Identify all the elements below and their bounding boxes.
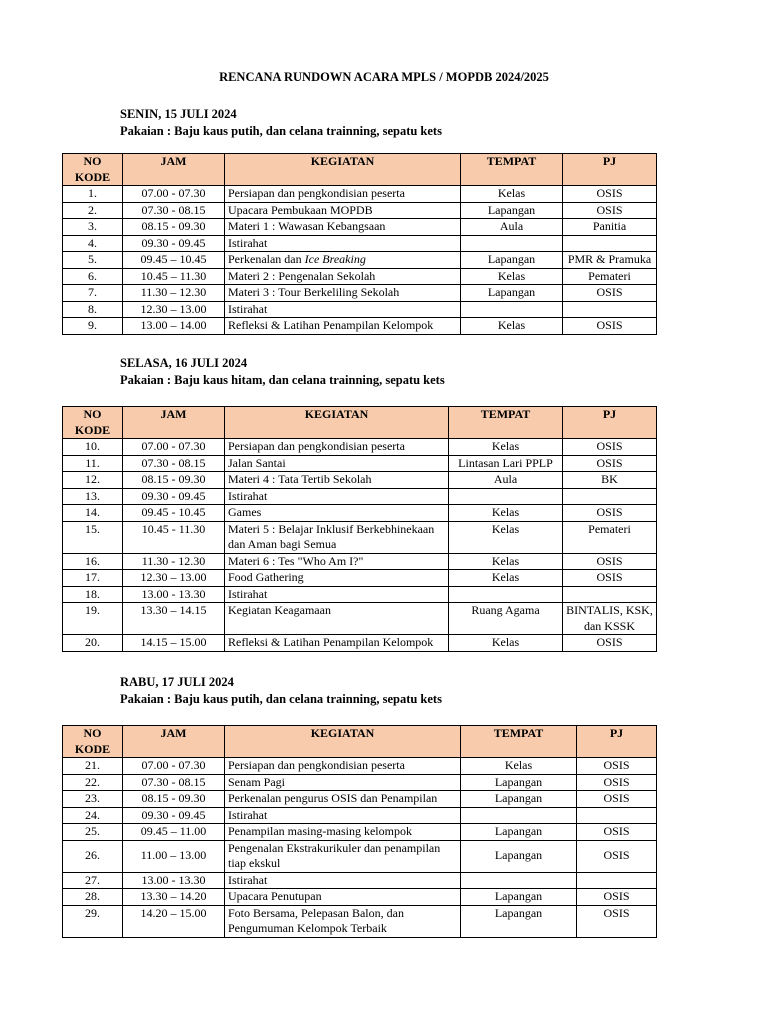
header-kegiatan: KEGIATAN [225, 726, 461, 758]
row-tempat: Kelas [449, 521, 563, 553]
header-no-kode: NO KODE [63, 154, 123, 186]
row-kegiatan: Materi 4 : Tata Tertib Sekolah [225, 472, 449, 489]
row-kegiatan: Games [225, 505, 449, 522]
row-jam: 07.30 - 08.15 [123, 455, 225, 472]
row-jam: 09.45 – 11.00 [123, 824, 225, 841]
table-row [63, 603, 657, 635]
dress-code: Pakaian : Baju kaus putih, dan celana trainning, sepatu kets [120, 692, 442, 706]
table-row [63, 807, 657, 824]
row-no: 20. [63, 635, 123, 652]
row-pj: OSIS [577, 824, 657, 841]
document-title: RENCANA RUNDOWN ACARA MPLS / MOPDB 2024/2025 [219, 70, 549, 84]
table-header-row [63, 726, 657, 758]
header-tempat: TEMPAT [461, 154, 563, 186]
table-row [63, 186, 657, 203]
row-jam: 08.15 - 09.30 [123, 219, 225, 236]
row-kegiatan: Istirahat [225, 807, 461, 824]
table-row [63, 488, 657, 505]
row-tempat: Kelas [461, 318, 563, 335]
row-kegiatan: Istirahat [225, 872, 461, 889]
table-row [63, 521, 657, 553]
table-row [63, 318, 657, 335]
row-jam: 11.00 – 13.00 [123, 840, 225, 872]
row-no: 22. [63, 774, 123, 791]
row-kegiatan: Materi 2 : Pengenalan Sekolah [225, 268, 461, 285]
day-section-header [120, 674, 442, 708]
row-pj: Panitia [563, 219, 657, 236]
row-kegiatan: Jalan Santai [225, 455, 449, 472]
row-no: 25. [63, 824, 123, 841]
table-row [63, 774, 657, 791]
row-jam: 13.00 - 13.30 [123, 872, 225, 889]
row-tempat: Ruang Agama [449, 603, 563, 635]
table-row [63, 840, 657, 872]
row-pj [563, 488, 657, 505]
row-kegiatan: Istirahat [225, 586, 449, 603]
row-jam: 09.30 - 09.45 [123, 488, 225, 505]
row-jam: 10.45 – 11.30 [123, 268, 225, 285]
row-tempat [461, 301, 563, 318]
row-no: 10. [63, 439, 123, 456]
row-kegiatan: Upacara Penutupan [225, 889, 461, 906]
table-row [63, 285, 657, 302]
row-kegiatan: Perkenalan pengurus OSIS dan Penampilan [225, 791, 461, 808]
header-kegiatan: KEGIATAN [225, 154, 461, 186]
dress-code: Pakaian : Baju kaus hitam, dan celana trainning, sepatu kets [120, 373, 445, 387]
row-no: 1. [63, 186, 123, 203]
row-kegiatan: Materi 1 : Wawasan Kebangsaan [225, 219, 461, 236]
row-tempat [461, 872, 577, 889]
row-tempat: Lapangan [461, 774, 577, 791]
header-jam: JAM [123, 154, 225, 186]
row-tempat: Lapangan [461, 824, 577, 841]
row-tempat: Aula [461, 219, 563, 236]
row-kegiatan: Refleksi & Latihan Penampilan Kelompok [225, 318, 461, 335]
row-jam: 09.45 - 10.45 [123, 505, 225, 522]
row-pj [563, 235, 657, 252]
row-tempat: Kelas [449, 553, 563, 570]
table-header-row [63, 154, 657, 186]
table-row [63, 252, 657, 269]
row-tempat: Kelas [449, 635, 563, 652]
row-kegiatan: Materi 5 : Belajar Inklusif Berkebhinekaan dan Aman bagi Semua [225, 521, 449, 553]
table-row [63, 553, 657, 570]
header-pj: PJ [577, 726, 657, 758]
row-no: 24. [63, 807, 123, 824]
row-jam: 09.30 - 09.45 [123, 235, 225, 252]
table-row [63, 635, 657, 652]
row-kegiatan: Upacara Pembukaan MOPDB [225, 202, 461, 219]
day-date: SENIN, 15 JULI 2024 [120, 107, 237, 121]
row-jam: 13.00 - 13.30 [123, 586, 225, 603]
row-pj: PMR & Pramuka [563, 252, 657, 269]
row-kegiatan: Persiapan dan pengkondisian peserta [225, 186, 461, 203]
row-tempat [461, 807, 577, 824]
row-pj: Pemateri [563, 268, 657, 285]
row-kegiatan: Istirahat [225, 301, 461, 318]
row-pj [563, 301, 657, 318]
row-jam: 11.30 - 12.30 [123, 553, 225, 570]
row-no: 9. [63, 318, 123, 335]
row-no: 28. [63, 889, 123, 906]
row-no: 23. [63, 791, 123, 808]
row-no: 16. [63, 553, 123, 570]
row-tempat [449, 586, 563, 603]
schedule-table-day2 [62, 406, 657, 652]
day-section-header [120, 106, 442, 140]
table-row [63, 455, 657, 472]
table-row [63, 505, 657, 522]
row-no: 29. [63, 905, 123, 937]
table-row [63, 301, 657, 318]
row-kegiatan: Istirahat [225, 235, 461, 252]
day-date: RABU, 17 JULI 2024 [120, 675, 234, 689]
row-tempat: Kelas [461, 186, 563, 203]
row-jam: 08.15 - 09.30 [123, 791, 225, 808]
row-jam: 09.45 – 10.45 [123, 252, 225, 269]
row-pj: BK [563, 472, 657, 489]
row-no: 15. [63, 521, 123, 553]
row-kegiatan: Food Gathering [225, 570, 449, 587]
row-no: 6. [63, 268, 123, 285]
row-pj [577, 872, 657, 889]
row-no: 5. [63, 252, 123, 269]
row-no: 13. [63, 488, 123, 505]
row-pj: OSIS [563, 505, 657, 522]
row-tempat: Lapangan [461, 285, 563, 302]
row-pj: OSIS [577, 840, 657, 872]
table-row [63, 268, 657, 285]
table-row [63, 791, 657, 808]
row-kegiatan: Materi 6 : Tes "Who Am I?" [225, 553, 449, 570]
row-tempat: Lapangan [461, 252, 563, 269]
row-jam: 14.20 – 15.00 [123, 905, 225, 937]
row-jam: 13.30 – 14.20 [123, 889, 225, 906]
row-pj [577, 807, 657, 824]
row-tempat: Kelas [449, 505, 563, 522]
schedule-table-day1 [62, 153, 657, 335]
table-row [63, 889, 657, 906]
row-pj: OSIS [563, 439, 657, 456]
row-tempat: Lapangan [461, 202, 563, 219]
row-no: 8. [63, 301, 123, 318]
row-jam: 14.15 – 15.00 [123, 635, 225, 652]
row-kegiatan: Perkenalan dan Ice Breaking [225, 252, 461, 269]
row-jam: 07.00 - 07.30 [123, 186, 225, 203]
dress-code: Pakaian : Baju kaus putih, dan celana trainning, sepatu kets [120, 124, 442, 138]
table-row [63, 472, 657, 489]
row-tempat: Kelas [461, 268, 563, 285]
row-kegiatan: Persiapan dan pengkondisian peserta [225, 758, 461, 775]
row-no: 27. [63, 872, 123, 889]
row-pj: OSIS [577, 758, 657, 775]
row-jam: 07.30 - 08.15 [123, 774, 225, 791]
row-pj: OSIS [563, 570, 657, 587]
row-pj: OSIS [563, 553, 657, 570]
row-kegiatan: Persiapan dan pengkondisian peserta [225, 439, 449, 456]
row-no: 14. [63, 505, 123, 522]
row-pj: OSIS [577, 905, 657, 937]
row-no: 19. [63, 603, 123, 635]
row-kegiatan: Istirahat [225, 488, 449, 505]
header-tempat: TEMPAT [449, 407, 563, 439]
row-tempat: Kelas [449, 439, 563, 456]
row-no: 26. [63, 840, 123, 872]
row-pj: OSIS [577, 791, 657, 808]
row-jam: 09.30 - 09.45 [123, 807, 225, 824]
table-row [63, 570, 657, 587]
row-tempat: Kelas [461, 758, 577, 775]
row-no: 21. [63, 758, 123, 775]
row-jam: 10.45 - 11.30 [123, 521, 225, 553]
table-row [63, 219, 657, 236]
header-kegiatan: KEGIATAN [225, 407, 449, 439]
header-jam: JAM [123, 407, 225, 439]
header-no-kode: NO KODE [63, 407, 123, 439]
row-jam: 08.15 - 09.30 [123, 472, 225, 489]
table-row [63, 586, 657, 603]
table-row [63, 824, 657, 841]
row-pj: OSIS [577, 889, 657, 906]
row-no: 3. [63, 219, 123, 236]
row-kegiatan: Materi 3 : Tour Berkeliling Sekolah [225, 285, 461, 302]
row-pj: OSIS [563, 186, 657, 203]
row-kegiatan: Foto Bersama, Pelepasan Balon, dan Pengumuman Kelompok Terbaik [225, 905, 461, 937]
row-pj: BINTALIS, KSK, dan KSSK [563, 603, 657, 635]
row-jam: 07.30 - 08.15 [123, 202, 225, 219]
row-jam: 12.30 – 13.00 [123, 301, 225, 318]
row-jam: 13.00 – 14.00 [123, 318, 225, 335]
row-kegiatan: Penampilan masing-masing kelompok [225, 824, 461, 841]
table-row [63, 872, 657, 889]
header-no-kode: NO KODE [63, 726, 123, 758]
row-no: 11. [63, 455, 123, 472]
row-tempat: Lintasan Lari PPLP [449, 455, 563, 472]
row-no: 17. [63, 570, 123, 587]
row-pj: OSIS [563, 285, 657, 302]
row-no: 18. [63, 586, 123, 603]
row-kegiatan: Pengenalan Ekstrakurikuler dan penampilan tiap ekskul [225, 840, 461, 872]
row-pj: OSIS [563, 202, 657, 219]
table-row [63, 439, 657, 456]
row-no: 4. [63, 235, 123, 252]
row-pj: OSIS [563, 318, 657, 335]
table-row [63, 202, 657, 219]
header-tempat: TEMPAT [461, 726, 577, 758]
row-tempat [449, 488, 563, 505]
row-tempat [461, 235, 563, 252]
row-kegiatan: Kegiatan Keagamaan [225, 603, 449, 635]
header-pj: PJ [563, 407, 657, 439]
schedule-table-day3 [62, 725, 657, 938]
row-jam: 11.30 – 12.30 [123, 285, 225, 302]
row-pj: OSIS [563, 635, 657, 652]
row-jam: 12.30 – 13.00 [123, 570, 225, 587]
day-date: SELASA, 16 JULI 2024 [120, 356, 248, 370]
row-pj [563, 586, 657, 603]
table-row [63, 235, 657, 252]
row-no: 2. [63, 202, 123, 219]
row-jam: 07.00 - 07.30 [123, 439, 225, 456]
row-kegiatan: Refleksi & Latihan Penampilan Kelompok [225, 635, 449, 652]
header-jam: JAM [123, 726, 225, 758]
row-tempat: Lapangan [461, 905, 577, 937]
row-no: 12. [63, 472, 123, 489]
day-section-header [120, 355, 445, 389]
row-tempat: Lapangan [461, 889, 577, 906]
header-pj: PJ [563, 154, 657, 186]
row-pj: OSIS [563, 455, 657, 472]
row-tempat: Aula [449, 472, 563, 489]
row-tempat: Lapangan [461, 840, 577, 872]
row-pj: Pemateri [563, 521, 657, 553]
table-header-row [63, 407, 657, 439]
table-row [63, 758, 657, 775]
table-row [63, 905, 657, 937]
row-kegiatan: Senam Pagi [225, 774, 461, 791]
row-jam: 13.30 – 14.15 [123, 603, 225, 635]
row-tempat: Lapangan [461, 791, 577, 808]
row-jam: 07.00 - 07.30 [123, 758, 225, 775]
row-pj: OSIS [577, 774, 657, 791]
row-no: 7. [63, 285, 123, 302]
row-tempat: Kelas [449, 570, 563, 587]
